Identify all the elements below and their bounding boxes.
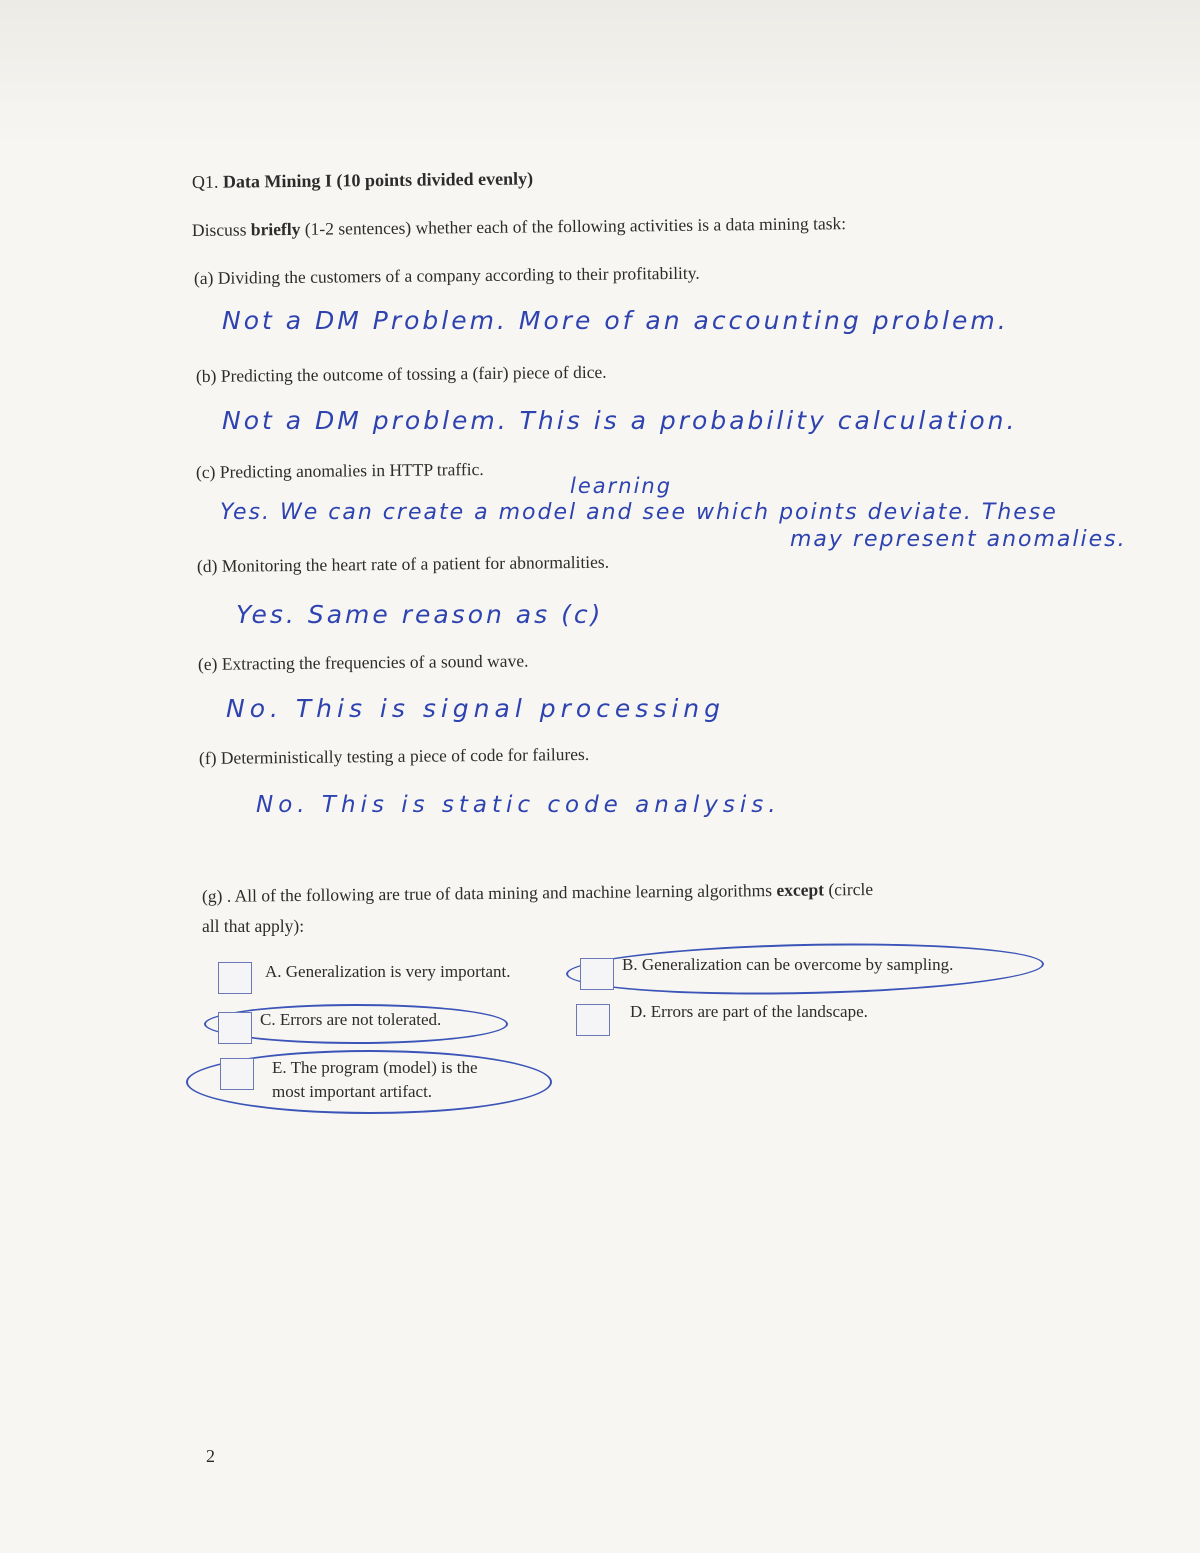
item-b-answer: Not a DM problem. This is a probability calculation. bbox=[222, 406, 1018, 435]
option-d-checkbox[interactable] bbox=[576, 1004, 610, 1036]
option-b-checkbox[interactable] bbox=[580, 958, 614, 990]
item-e-label: (e) Extracting the frequencies of a sound wave. bbox=[197, 650, 529, 674]
item-f-answer: No. This is static code analysis. bbox=[256, 792, 781, 818]
question-prompt bbox=[192, 213, 846, 241]
option-e-text-line1: E. The program (model) is the bbox=[272, 1058, 478, 1077]
item-a-label: (a) Dividing the customers of a company according to their profitability. bbox=[193, 262, 700, 288]
part-g-prompt bbox=[202, 879, 873, 907]
prompt-end: (1-2 sentences) whether each of the following activities is a data mining task: bbox=[304, 213, 847, 239]
part-g-prompt-end: (circle bbox=[828, 878, 874, 900]
item-c-answer-line1: Yes. We can create a model and see which points deviate. These bbox=[220, 500, 1058, 525]
item-d-label: (d) Monitoring the heart rate of a patient for abnormalities. bbox=[196, 551, 610, 576]
page-number: 2 bbox=[206, 1446, 215, 1466]
option-e-checkbox[interactable] bbox=[220, 1058, 254, 1090]
item-a-answer: Not a DM Problem. More of an accounting problem. bbox=[222, 306, 1009, 335]
item-b-label: (b) Predicting the outcome of tossing a (fair) piece of dice. bbox=[195, 361, 607, 386]
option-b-text: B. Generalization can be overcome by sampling. bbox=[622, 955, 954, 974]
option-e-text-line2: most important artifact. bbox=[272, 1082, 433, 1101]
option-c-checkbox[interactable] bbox=[218, 1012, 252, 1044]
option-d-text: D. Errors are part of the landscape. bbox=[630, 1002, 868, 1021]
option-a-checkbox[interactable] bbox=[218, 962, 252, 994]
option-c-text: C. Errors are not tolerated. bbox=[260, 1010, 442, 1029]
item-e-answer: No. This is signal processing bbox=[226, 694, 726, 723]
part-g-prompt-start: (g) . All of the following are true of data mining and machine learning algorithms bbox=[201, 880, 773, 906]
question-number: Q1. bbox=[191, 171, 219, 192]
item-c-answer-insert: learning bbox=[570, 474, 673, 498]
part-g-prompt-bold: except bbox=[776, 879, 825, 900]
question-title: Data Mining I (10 points divided evenly) bbox=[222, 168, 534, 192]
item-c-label: (c) Predicting anomalies in HTTP traffic. bbox=[195, 458, 484, 482]
scan-shadow bbox=[0, 0, 1200, 150]
prompt-bold: briefly bbox=[250, 218, 301, 240]
question-header bbox=[192, 168, 533, 193]
item-c-answer-line2: may represent anomalies. bbox=[790, 527, 1127, 552]
item-f-label: (f) Deterministically testing a piece of code for failures. bbox=[198, 743, 590, 768]
item-d-answer: Yes. Same reason as (c) bbox=[236, 600, 604, 629]
part-g-prompt-line2: all that apply): bbox=[202, 916, 305, 936]
prompt-start: Discuss bbox=[191, 219, 247, 240]
option-a-text: A. Generalization is very important. bbox=[265, 962, 511, 981]
